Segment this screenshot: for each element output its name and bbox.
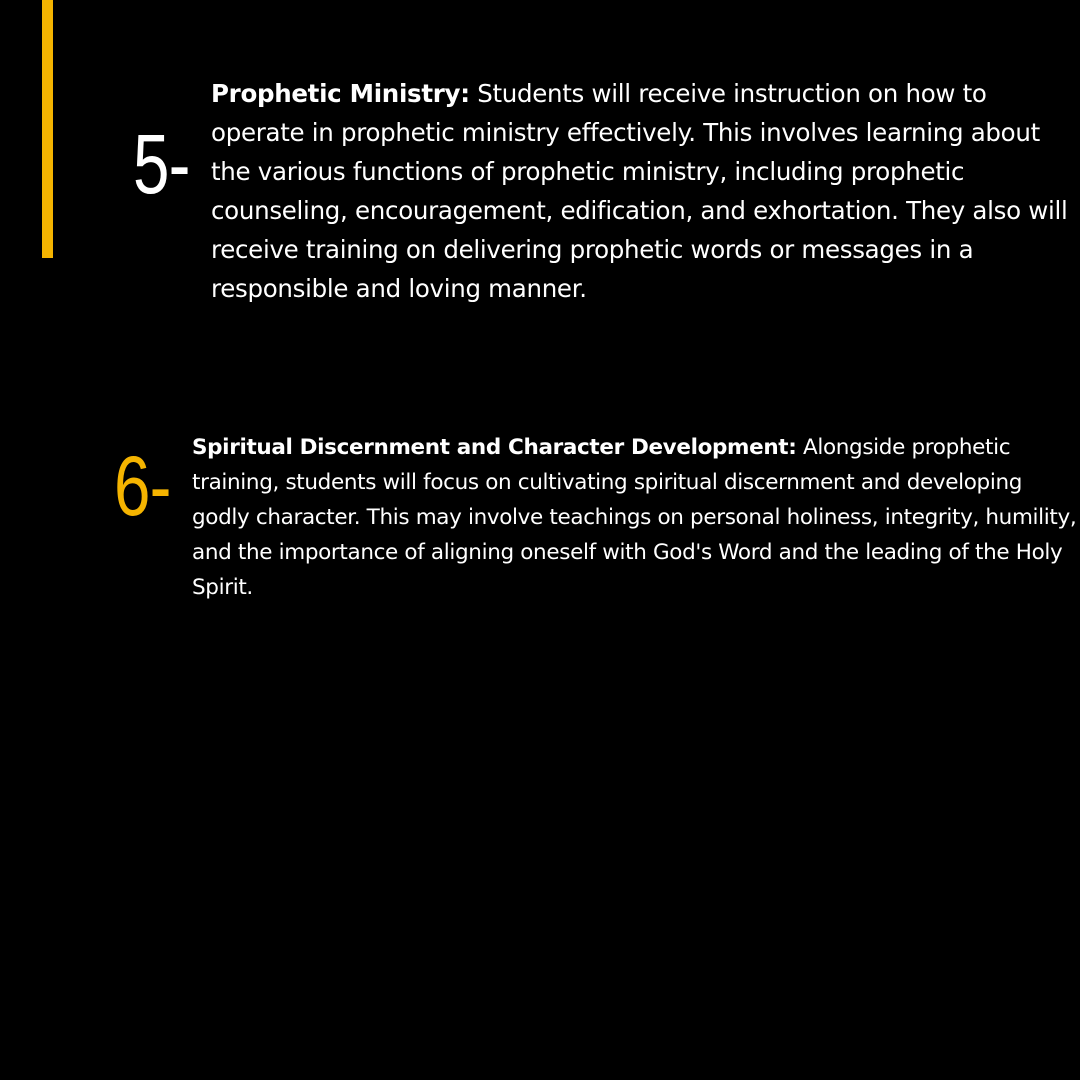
item-number: 5- xyxy=(133,117,190,211)
item-text xyxy=(211,74,1071,308)
item-text xyxy=(192,430,1077,605)
item-title: Spiritual Discernment and Character Development: xyxy=(192,435,797,460)
item-number: 6- xyxy=(114,439,171,533)
accent-bar xyxy=(42,0,53,258)
item-title: Prophetic Ministry: xyxy=(211,79,470,108)
item-body: Alongside prophetic training, students will focus on cultivating spiritual discernment and developing godly character. This may involve teachings on personal holiness, integrity, humility, and the importance of aligning oneself with God's Word and the leading of the Holy Spirit. xyxy=(192,435,1077,600)
item-body: Students will receive instruction on how to operate in prophetic ministry effectively. This involves learning about the various functions of prophetic ministry, including prophetic counseling, encouragement, edification, and exhortation. They also will receive training on delivering prophetic words or messages in a responsible and loving manner. xyxy=(211,79,1068,303)
